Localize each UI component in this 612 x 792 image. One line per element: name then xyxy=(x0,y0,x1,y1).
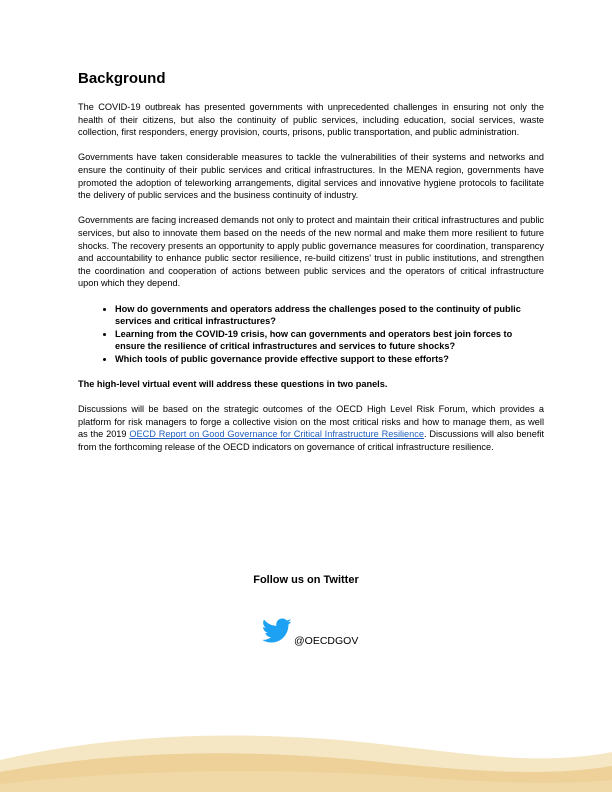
twitter-handle[interactable]: @OECDGOV xyxy=(294,635,359,647)
panels-statement: The high-level virtual event will address these questions in two panels. xyxy=(78,379,388,390)
question-item: • How do governments and operators address the challenges posed to the continuity of public services and critical infrastructures? xyxy=(115,303,544,328)
decorative-wave-footer xyxy=(0,722,612,792)
discussions-text-end: . Discussions will also benefit from the forthcoming release of the OECD indicators on governance of critical infrastructure resilience. xyxy=(78,429,545,453)
discussions-text-start: Discussions will be based on the strategic outcomes of the OECD High Level Risk Forum, which provides a platform for risk managers to forge a collective vision on the most critical risks and how to manage them, as well as the 2019 xyxy=(78,404,544,440)
document-body xyxy=(78,70,544,466)
paragraph-discussions xyxy=(78,403,544,453)
oecd-report-link[interactable]: OECD Report on Good Governance for Critical Infrastructure Resilience xyxy=(129,429,424,440)
follow-title: Follow us on Twitter xyxy=(253,574,359,586)
paragraph-demands: Governments are facing increased demands not only to protect and maintain their critical infrastructures and public services, but also to innovate them based on the needs of the new normal and make them more resilient to future shocks. The recovery presents an opportunity to apply public governance measures for coordination, transparency and accountability to enhance public sector resilience, re-build citizens' trust in public institutions, and strengthen the coordination and cooperation of actions between public services and the operators of critical infrastructure upon which they depend. xyxy=(78,215,544,289)
page-title: Background xyxy=(78,70,166,87)
paragraph-measures: Governments have taken considerable measures to tackle the vulnerabilities of their systems and networks and ensure the continuity of their public services and critical infrastructures. In the MENA region, governments have promoted the adoption of teleworking arrangements, digital services and innovative hygiene protocols to facilitate the delivery of public services and the business continuity of industry. xyxy=(78,152,544,201)
twitter-follow[interactable] xyxy=(262,618,358,649)
paragraph-covid-challenges: The COVID-19 outbreak has presented governments with unprecedented challenges in ensuring not only the health of their citizens, but also the continuity of public services, including education, social services, waste collection, first responders, energy provision, courts, prisons, public transportation, and public administration. xyxy=(78,102,544,138)
twitter-bird-icon[interactable] xyxy=(262,618,292,649)
question-item: • Learning from the COVID-19 crisis, how can governments and operators best join forces to ensure the resilience of critical infrastructures and services to future shocks? xyxy=(115,328,544,353)
question-item: • Which tools of public governance provide effective support to these efforts? xyxy=(115,353,544,366)
question-list xyxy=(78,303,544,366)
